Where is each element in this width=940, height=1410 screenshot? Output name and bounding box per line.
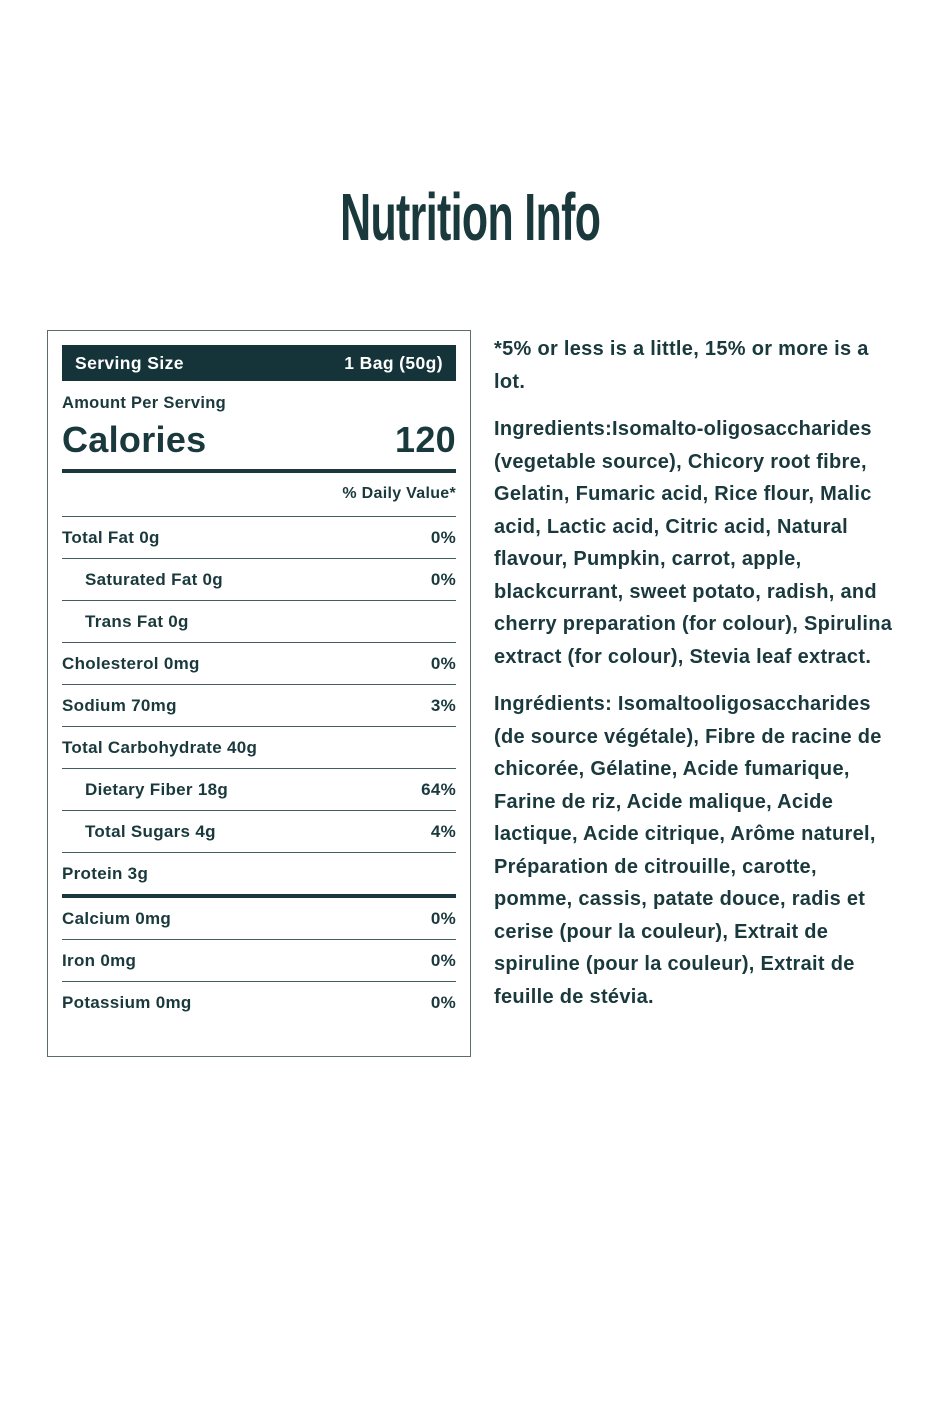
nutrient-label: Cholesterol 0mg	[62, 653, 200, 673]
serving-size-label: Serving Size	[75, 352, 184, 373]
page-header	[0, 180, 940, 255]
nutrient-value: 0%	[430, 653, 456, 673]
nutrient-row	[62, 558, 456, 600]
page-title: Nutrition Info	[339, 180, 601, 255]
nutrient-row	[62, 642, 456, 684]
nutrient-label: Total Carbohydrate 40g	[62, 737, 258, 757]
nutrient-value: 64%	[421, 779, 456, 799]
serving-size-value: 1 Bag (50g)	[344, 352, 443, 373]
nutrient-row	[62, 684, 456, 726]
nutrient-label: Iron 0mg	[62, 950, 137, 970]
nutrient-row	[62, 600, 456, 642]
nutrient-label: Dietary Fiber 18g	[85, 779, 229, 799]
amount-per-serving-label: Amount Per Serving	[62, 394, 227, 412]
nutrient-value: 0%	[430, 569, 456, 589]
nutrition-facts-panel	[47, 330, 471, 1057]
daily-value-header: % Daily Value*	[342, 485, 456, 503]
nutrient-value: 0%	[430, 992, 456, 1012]
daily-value-note: *5% or less is a little, 15% or more is a lot.	[494, 338, 869, 393]
nutrient-value: 0%	[430, 527, 456, 547]
ingredients-english: Ingredients:Isomalto-oligosaccharides (vegetable source), Chicory root fibre, Gelatin, Fumaric acid, Rice flour, Malic acid, Lactic acid, Citric acid, Natural flavour, Pumpkin, carrot, apple, blackcurrant, sweet potato, radish, and cherry preparation (for colour), Spirulina extract (for colour), Stevia leaf extract.	[494, 418, 893, 668]
nutrient-row	[62, 516, 456, 558]
nutrient-value: 0%	[430, 908, 456, 928]
nutrient-row	[62, 939, 456, 981]
calories-value: 120	[395, 419, 456, 460]
nutrient-row	[62, 981, 456, 1023]
nutrient-label: Total Fat 0g	[62, 527, 160, 547]
nutrient-row	[62, 726, 456, 768]
nutrient-label: Trans Fat 0g	[85, 611, 189, 631]
nutrient-label: Saturated Fat 0g	[85, 569, 223, 589]
ingredients-french: Ingrédients: Isomaltooligosaccharides (de source végétale), Fibre de racine de chicorée, Gélatine, Acide fumarique, Farine de riz, Acide malique, Acide lactique, Acide citrique, Arôme naturel, Préparation de citrouille, carotte, pomme, cassis, patate douce, radis et cerise (pour la couleur), Extrait de spiruline (pour la couleur), Extrait de feuille de stévia.	[494, 693, 882, 1008]
nutrient-row	[62, 768, 456, 810]
nutrient-label: Sodium 70mg	[62, 695, 177, 715]
calories-row	[62, 420, 456, 460]
nutrient-label: Calcium 0mg	[62, 908, 172, 928]
nutrient-label: Potassium 0mg	[62, 992, 192, 1012]
nutrient-label: Protein 3g	[62, 863, 149, 883]
nutrient-row	[62, 852, 456, 894]
info-column	[494, 333, 898, 1028]
serving-size-bar	[62, 345, 456, 381]
nutrient-rows	[62, 516, 456, 1023]
nutrient-value: 3%	[430, 695, 456, 715]
nutrient-row	[62, 894, 456, 939]
nutrient-row	[62, 810, 456, 852]
nutrient-value: 0%	[430, 950, 456, 970]
nutrient-label: Total Sugars 4g	[85, 821, 216, 841]
nutrient-value: 4%	[430, 821, 456, 841]
calories-label: Calories	[62, 419, 207, 460]
